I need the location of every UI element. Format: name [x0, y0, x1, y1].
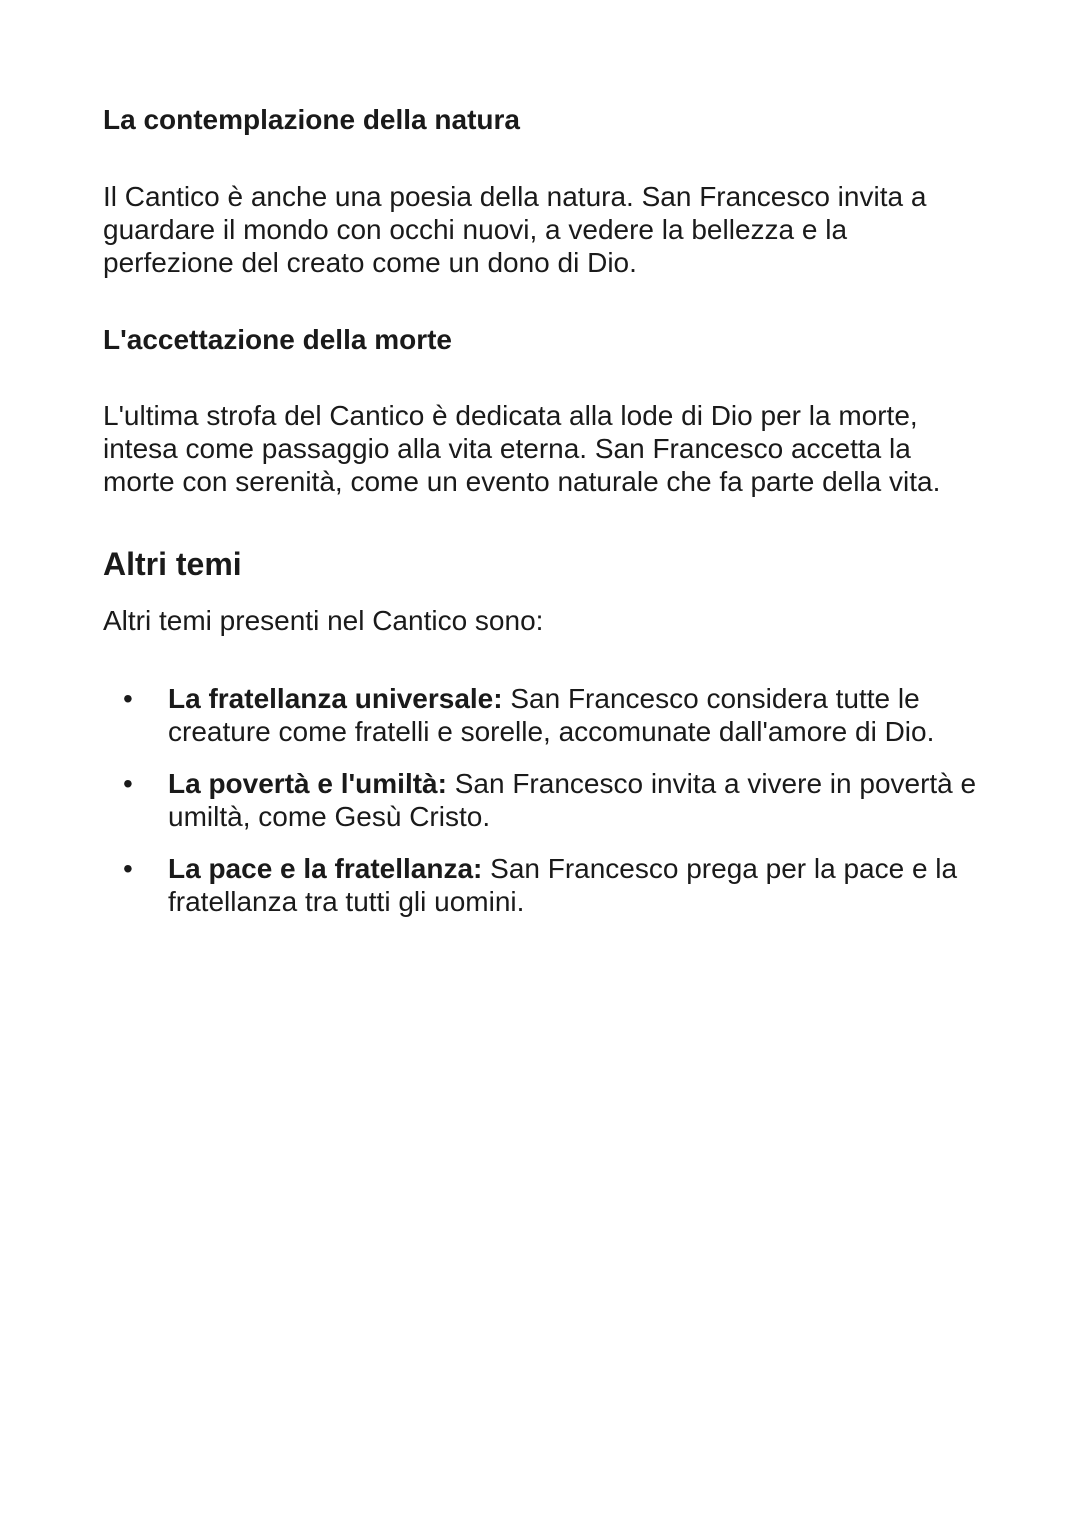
- paragraph-other-intro: Altri temi presenti nel Cantico sono:: [103, 605, 544, 636]
- paragraph-line: Il Cantico è anche una poesia della natura. San Francesco invita a: [103, 181, 927, 212]
- list-item-description: San Francesco considera tutte le creature come fratelli e sorelle, accomunate dall'amore di Dio.: [168, 683, 935, 747]
- paragraph-line: L'ultima strofa del Cantico è dedicata alla lode di Dio per la morte,: [103, 400, 918, 431]
- heading-other-themes: Altri temi: [103, 546, 242, 582]
- heading-death: L'accettazione della morte: [103, 324, 452, 355]
- heading-contemplation: La contemplazione della natura: [103, 104, 520, 135]
- list-item: [103, 682, 1003, 748]
- list-item-term: La povertà e l'umiltà:: [168, 768, 447, 799]
- list-item-description: San Francesco prega per la pace e la fratellanza tra tutti gli uomini.: [168, 853, 958, 917]
- paragraph-death: [103, 399, 1003, 498]
- list-item-description: San Francesco invita a vivere in povertà e umiltà, come Gesù Cristo.: [168, 768, 977, 832]
- paragraph-line: intesa come passaggio alla vita eterna. San Francesco accetta la: [103, 433, 911, 464]
- bullet-icon: •: [123, 853, 133, 884]
- paragraph-line: perfezione del creato come un dono di Dio.: [103, 247, 637, 278]
- paragraph-line: morte con serenità, come un evento naturale che fa parte della vita.: [103, 466, 941, 497]
- bullet-icon: •: [123, 768, 133, 799]
- list-item-term: La fratellanza universale:: [168, 683, 503, 714]
- paragraph-contemplation: [103, 180, 1003, 279]
- bullet-icon: •: [123, 683, 133, 714]
- list-item: [103, 767, 1003, 833]
- paragraph-line: guardare il mondo con occhi nuovi, a vedere la bellezza e la: [103, 214, 848, 245]
- list-item-term: La pace e la fratellanza:: [168, 853, 483, 884]
- themes-list: [103, 682, 1003, 937]
- list-item: [103, 852, 1003, 918]
